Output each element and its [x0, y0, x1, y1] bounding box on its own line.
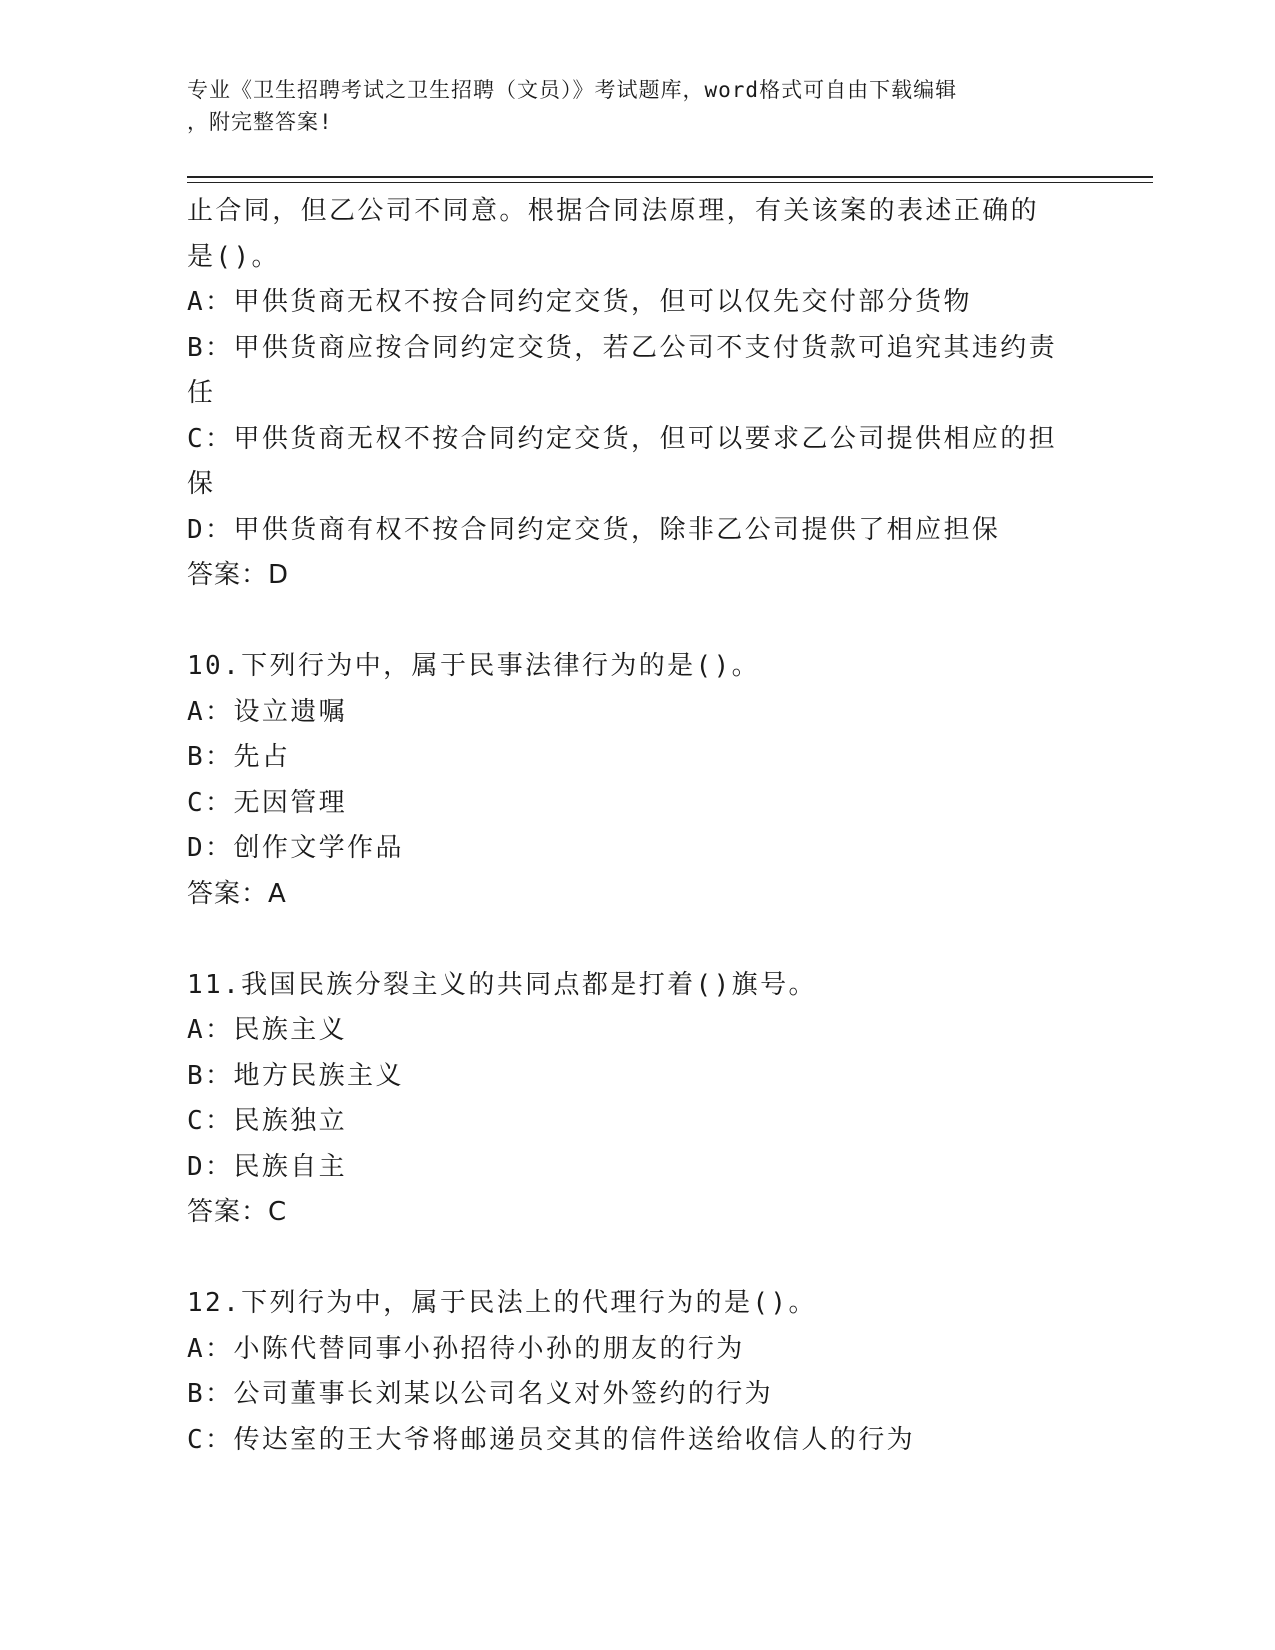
option-a: A：设立遗嘱	[187, 696, 348, 727]
option-d: D：民族自主	[187, 1151, 348, 1182]
question-stem-line: 是()。	[187, 241, 280, 272]
question-11	[187, 963, 1087, 1236]
option-a: A：民族主义	[187, 1015, 348, 1045]
header-divider-thick	[187, 176, 1153, 178]
question-stem-line: 止合同，但乙公司不同意。根据合同法原理，有关该案的表述正确的	[187, 196, 1040, 226]
header-divider-thin	[187, 182, 1153, 183]
question-continued	[187, 189, 1087, 599]
option-c: C：无因管理	[187, 787, 348, 818]
question-10	[187, 644, 1087, 917]
document-header	[187, 74, 1067, 138]
option-b: B：地方民族主义	[187, 1060, 404, 1091]
header-line-1: 专业《卫生招聘考试之卫生招聘（文员）》考试题库，word格式可自由下载编辑	[187, 78, 958, 102]
question-stem: 10.下列行为中，属于民事法律行为的是()。	[187, 651, 761, 681]
option-b-continued: 任	[187, 378, 216, 408]
question-stem: 11.我国民族分裂主义的共同点都是打着()旗号。	[187, 969, 817, 1000]
option-a: A：甲供货商无权不按合同约定交货，但可以仅先交付部分货物	[187, 287, 972, 317]
spacer	[187, 599, 1087, 645]
option-c: C：民族独立	[187, 1106, 348, 1136]
answer-line: 答案：A	[187, 878, 287, 909]
spacer	[187, 1236, 1087, 1282]
option-c-continued: 保	[187, 469, 216, 499]
option-b: B：先占	[187, 742, 291, 772]
option-c: C：传达室的王大爷将邮递员交其的信件送给收信人的行为	[187, 1424, 916, 1455]
question-stem: 12.下列行为中，属于民法上的代理行为的是()。	[187, 1288, 817, 1318]
header-line-2: ，附完整答案!	[187, 110, 333, 134]
option-b: B：公司董事长刘某以公司名义对外签约的行为	[187, 1379, 774, 1409]
answer-line: 答案：D	[187, 560, 290, 590]
spacer	[187, 917, 1087, 963]
option-d: D：创作文学作品	[187, 833, 404, 863]
option-d: D：甲供货商有权不按合同约定交货，除非乙公司提供了相应担保	[187, 514, 1001, 545]
option-a: A：小陈代替同事小孙招待小孙的朋友的行为	[187, 1333, 745, 1364]
answer-line: 答案：C	[187, 1197, 288, 1227]
option-b: B：甲供货商应按合同约定交货，若乙公司不支付货款可追究其违约责	[187, 332, 1058, 363]
question-12	[187, 1281, 1087, 1463]
option-c: C：甲供货商无权不按合同约定交货，但可以要求乙公司提供相应的担	[187, 423, 1058, 454]
question-content	[187, 189, 1087, 1463]
